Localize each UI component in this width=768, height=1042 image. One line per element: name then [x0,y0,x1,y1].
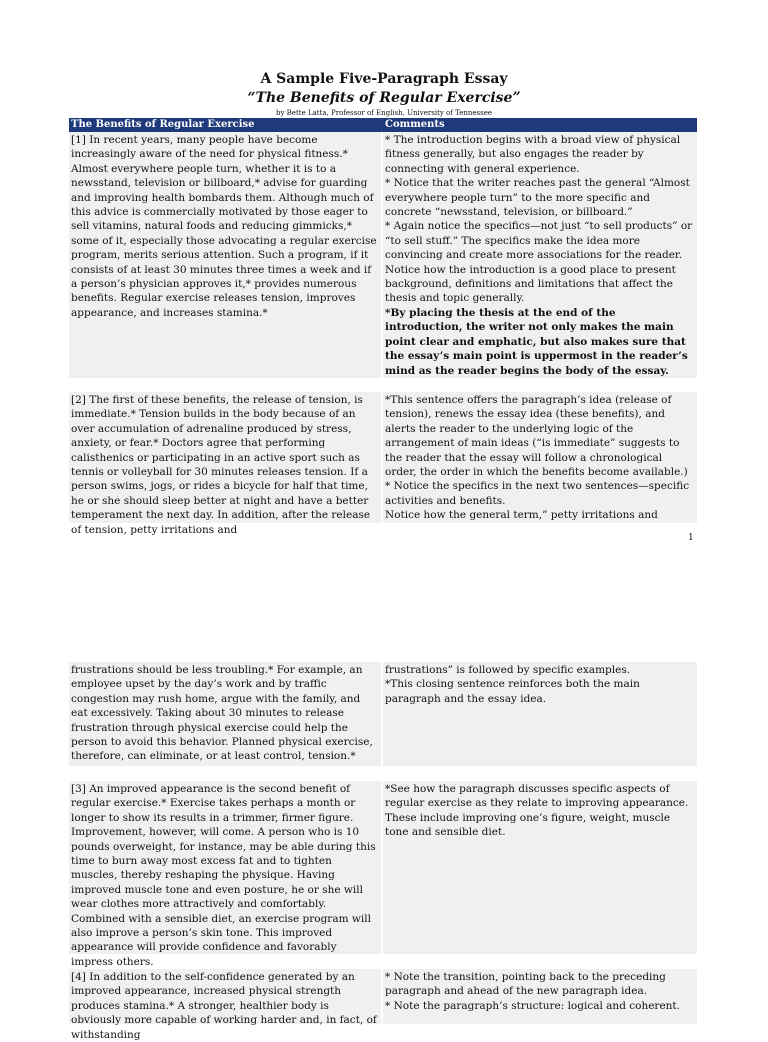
comment: *This sentence offers the paragraph’s idea (release of tension), renews the essay idea (these benefits), and alerts the reader to the underlying logic of the arrangement of main ideas (“is immediate” suggests to the reader that the essay will follow a chronological order, the order in which the benefits become available.) [385,394,688,479]
paragraph-text: [2] The first of these benefits, the release of tension, is immediate.* Tension builds in the body because of an over accumulation of adrenaline produced by stress, anxiety, or fear.* Doctors agree that performing calisthenics or participating in an active sport such as tennis or volleyball for 30 minutes releases tension. If a person swims, jogs, or rides a bicycle for half that time, he or she should sleep better at night and have a better temperament the next day. In addition, after the release of tension, petty irritations and [71,394,371,536]
comment: * Again notice the specifics—not just “to sell products” or “to sell stuff.” The specifics make the idea more convincing and create more associations for the reader. [385,220,693,262]
comment: * The introduction begins with a broad view of physical fitness generally, but also engages the reader by connecting with general experience. [385,134,681,175]
comment-thesis-note: *By placing the thesis at the end of the introduction, the writer not only makes the main point clear and emphatic, but also makes sure that the essay’s main point is uppermost in the reader’s mind as the reader begins the body of the essay. [385,306,688,377]
comment: *See how the paragraph discusses specific aspects of regular exercise as they relate to improving appearance. These include improving one’s figure, weight, muscle tone and sensible diet. [385,783,689,839]
comment: * Note the transition, pointing back to the preceding paragraph and ahead of the new paragraph idea. [385,971,666,998]
essay-paragraph-2-continued [69,662,381,766]
comments-paragraph-4 [383,969,697,1024]
table-header [69,118,697,132]
comment: * Note the paragraph’s structure: logical and coherent. [385,999,680,1012]
comments-paragraph-3 [383,781,697,954]
comments-paragraph-2 [383,392,697,523]
header-comments: Comments [385,119,445,130]
comment: frustrations” is followed by specific examples. [385,664,631,676]
comment: *This closing sentence reinforces both the main paragraph and the essay idea. [385,678,640,705]
byline: by Bette Latta, Professor of English, University of Tennessee [276,109,492,117]
essay-paragraph-2 [69,392,381,536]
paragraph-text: [3] An improved appearance is the second benefit of regular exercise.* Exercise takes perhaps a month or longer to show its results in a trimmer, firmer figure. Improvement, however, will come. A person who is 10 pounds overweight, for instance, may be able during this time to burn away most excess fat and to tighten muscles, thereby reshaping the physique. Having improved muscle tone and even posture, he or she will wear clothes more attractively and comfortably. Combined with a sensible diet, an exercise program will also improve a person’s skin tone. This improved appearance will provide confidence and favorably impress others. [71,783,376,968]
document-title: A Sample Five-Paragraph Essay [260,71,508,87]
paragraph-text: [1] In recent years, many people have become increasingly aware of the need for physical fitness.* Almost everywhere people turn, whether it is to a newsstand, television or billboard,* advise for guarding and improving health bombards them. Although much of this advice is commercially motivated by those eager to sell vitamins, natural foods and reducing gimmicks,* some of it, especially those advocating a regular exercise program, merits serious attention. Such a program, if it consists of at least 30 minutes three times a week and if a person’s physician approves it,* provides numerous benefits. Regular exercise releases tension, improves appearance, and increases stamina.* [71,134,377,319]
essay-paragraph-4 [69,969,381,1041]
essay-subtitle: “The Benefits of Regular Exercise” [247,90,521,106]
comment: Notice how the introduction is a good place to present background, definitions and limitations that affect the thesis and topic generally. [385,263,676,305]
paragraph-text: [4] In addition to the self-confidence generated by an improved appearance, increased physical strength produces stamina.* A stronger, healthier body is obviously more capable of working harder and, in fact, of withstanding [71,971,377,1041]
comment: Notice how the general term,” petty irritations and [385,509,658,522]
page-number: 1 [688,533,694,543]
comment: * Notice that the writer reaches past the general “Almost everywhere people turn” to the more specific and concrete “newsstand, television, or billboard.” [385,177,690,219]
paragraph-text: frustrations should be less troubling.* For example, an employee upset by the day’s work and by traffic congestion may rush home, argue with the family, and eat excessively. Taking about 30 minutes to release frustration through physical exercise could help the person to avoid this behavior. Planned physical exercise, therefore, can eliminate, or at least control, tension.* [71,664,373,763]
header-essay: The Benefits of Regular Exercise [71,119,255,130]
comment: * Notice the specifics in the next two sentences—specific activities and benefits. [385,480,690,507]
comments-paragraph-2-continued [383,662,697,766]
comments-paragraph-1 [383,132,697,378]
essay-paragraph-3 [69,781,381,968]
essay-paragraph-1 [69,132,381,378]
